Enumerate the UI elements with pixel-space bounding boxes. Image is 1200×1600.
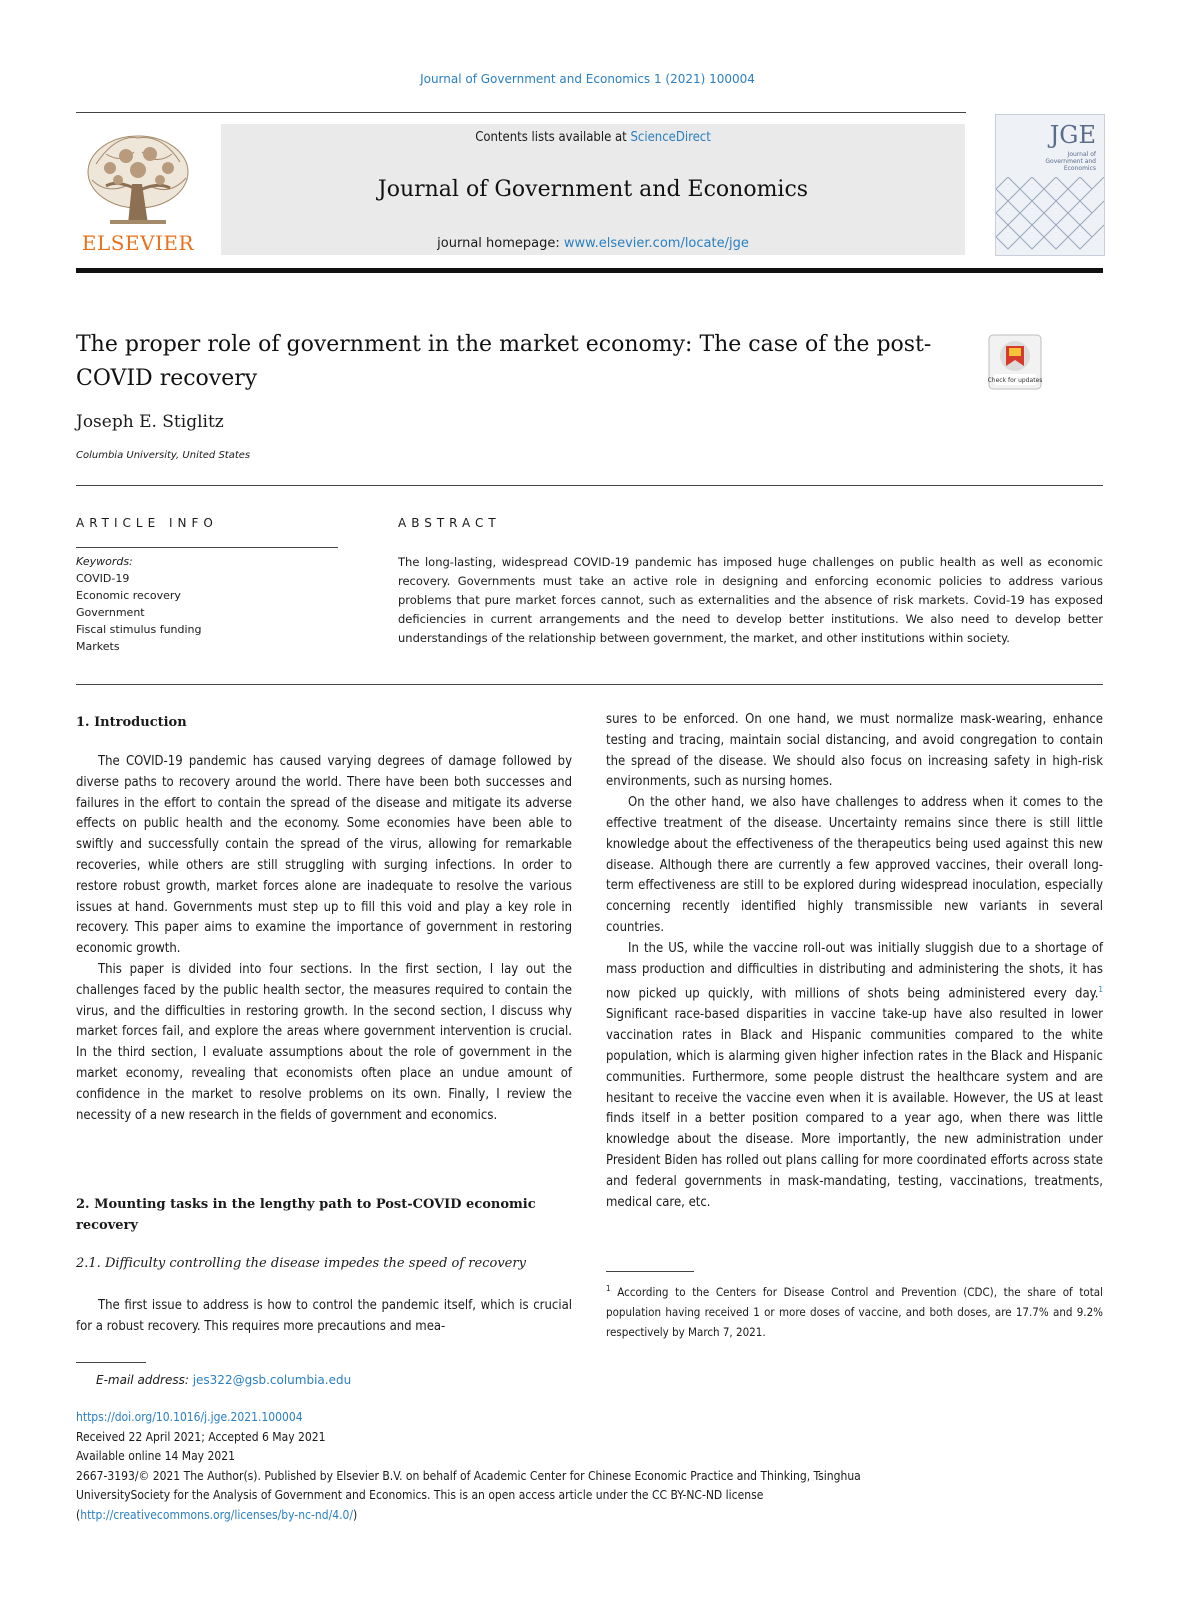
info-rule-bottom (76, 684, 1103, 685)
email-label: E-mail address: (96, 1373, 193, 1387)
section-2-heading: 2. Mounting tasks in the lengthy path to Post-COVID economic recovery (76, 1197, 536, 1233)
section-1-heading: 1. Introduction (76, 715, 187, 730)
abstract-heading: ABSTRACT (398, 516, 501, 530)
available-online: Available online 14 May 2021 (76, 1449, 235, 1463)
abstract-text: The long-lasting, widespread COVID-19 pandemic has imposed huge challenges on public health as well as economic recovery. Governments must take an active role in designing and enforcing economic policies to address various problems that pure market forces cannot, such as externalities and the absence of risk markets. Covid-19 has exposed deficiencies in current arrangements and the need to develop better institutions. We also need to develop better understandings of the relationship between government, the market, and other institutions within society. (398, 555, 1103, 645)
article-title: The proper role of government in the market economy: The case of the post-COVID recovery (76, 332, 932, 391)
paragraph: The COVID-19 pandemic has caused varying degrees of damage followed by diverse paths to recovery around the world. There have been both successes and failures in the effort to contain the spread of the disease and mitigate its adverse effects on public health and the economy. Some economies have been able to swiftly and successfully contain the spread of the virus, allowing for remarkable recoveries, while others are still struggling with surging infections. In order to restore robust growth, market forces alone are inadequate to resolve the various issues at hand. Governments must step up to fill this void and play a key role in recovery. This paper aims to examine the importance of government in restoring economic growth. (76, 754, 572, 957)
contents-line (221, 130, 965, 145)
right-column-body (606, 710, 1103, 1213)
email-link[interactable]: jes322@gsb.columbia.edu (192, 1373, 352, 1387)
footnote-ref[interactable]: 1 (1098, 985, 1103, 995)
paragraph: This paper is divided into four sections. In the first section, I lay out the challenges faced by the public health sector, the measures required to contain the virus, and the difficulties in restoring growth. In the second section, I discuss why market forces fail, and explore the areas where government intervention is crucial. In the third section, I evaluate assumptions about the role of government in the market economy, revealing that economists often place an undue amount of confidence in the market to resolve problems on its own. Finally, I review the necessity of a new research in the fields of government and economics. (76, 961, 572, 1123)
paragraph: sures to be enforced. On one hand, we must normalize mask-wearing, enhance testing and tracing, maintain social distancing, and avoid congregation to contain the spread of the disease. We should also focus on increasing safety in high-risk environments, such as nursing homes. (606, 712, 1103, 790)
contents-prefix: Contents lists available at (475, 130, 631, 145)
paragraph: The first issue to address is how to control the pandemic itself, which is crucial for a robust recovery. This requires more precautions and mea- (76, 1298, 572, 1334)
footnote-marker: 1 (606, 1284, 611, 1293)
received-dates: Received 22 April 2021; Accepted 6 May 2021 (76, 1429, 326, 1444)
keyword: Fiscal stimulus funding (76, 623, 202, 636)
author-name[interactable]: Joseph E. Stiglitz (76, 412, 224, 432)
author-affiliation: Columbia University, United States (76, 450, 251, 461)
crossmark-icon (988, 334, 1042, 390)
license-link[interactable]: http://creativecommons.org/licenses/by-nc-nd/4.0/ (80, 1507, 354, 1522)
keyword: Government (76, 606, 145, 619)
article-info-rule (76, 547, 338, 548)
section-2-1-body-left (76, 1296, 572, 1338)
info-rule-top (76, 485, 1103, 486)
cover-acronym: JGE (1049, 121, 1096, 149)
elsevier-wordmark: ELSEVIER (81, 231, 195, 255)
paragraph-text: In the US, while the vaccine roll-out was initially sluggish due to a shortage of mass production and difficulties in distributing and administering the shots, it has now picked up quickly, with millions of shots being administered every day. (606, 940, 1103, 1002)
license-line-1: 2667-3193/© 2021 The Author(s). Published by Elsevier B.V. on behalf of Academic Center for Chinese Economic Practice and Thinking, Tsinghua (76, 1468, 861, 1483)
keyword: Economic recovery (76, 589, 181, 602)
keyword: Markets (76, 640, 120, 653)
correspondence-rule (76, 1362, 146, 1363)
sciencedirect-link[interactable]: ScienceDirect (630, 130, 711, 145)
license-paren-open: ( (76, 1507, 81, 1522)
license-paren-close: ) (353, 1507, 358, 1522)
paragraph: On the other hand, we also have challenges to address when it comes to the effective treatment of the disease. Uncertainty remains since there is still little knowledge about the effectiveness of the therapeutics being used against this new disease. Although there are currently a few approved vaccines, their overall long-term effectiveness are still to be explored during widespread inoculation, especially concerning recently identified highly transmissible new variants in several countries. (606, 795, 1103, 935)
subsection-2-1-heading: 2.1. Difficulty controlling the disease impedes the speed of recovery (76, 1256, 526, 1271)
paragraph (606, 939, 1103, 1214)
banner-thick-rule (76, 268, 1103, 273)
header-rule (76, 112, 966, 113)
homepage-line (221, 236, 965, 251)
email-line (96, 1373, 351, 1387)
crossmark-label: Check for updates (988, 377, 1042, 384)
crossmark-badge[interactable] (988, 334, 1042, 390)
keywords-label: Keywords: (76, 555, 133, 568)
running-head[interactable]: Journal of Government and Economics 1 (2021) 100004 (420, 72, 755, 86)
publication-info (76, 1408, 1103, 1525)
section-1-body (76, 752, 572, 1126)
journal-homepage-link[interactable]: www.elsevier.com/locate/jge (563, 236, 749, 251)
paragraph-text: Significant race-based disparities in vaccine take-up have also resulted in lower vaccination rates in Black and Hispanic communities compared to the white population, which is alarming given higher infection rates in the Black and Hispanic communities. Furthermore, some people distrust the healthcare system and are hesitant to receive the vaccine even when it is available. However, the US at least finds itself in a better position compared to a year ago, when there was little knowledge about the disease. More importantly, the new administration under President Biden has rolled out plans calling for more coordinated efforts across state and federal governments in mask-mandating, testing, vaccinations, treatments, medical care, etc. (606, 1007, 1103, 1210)
footnote-rule (606, 1271, 694, 1272)
footnote (606, 1279, 1103, 1342)
journal-title: Journal of Government and Economics (377, 177, 809, 202)
cover-subtitle: Journal of Government and Economics (1045, 151, 1096, 172)
doi-link[interactable]: https://doi.org/10.1016/j.jge.2021.100004 (76, 1410, 303, 1424)
journal-cover-thumbnail[interactable] (995, 114, 1105, 256)
cover-pattern (996, 177, 1104, 255)
license-line-2: UniversitySociety for the Analysis of Government and Economics. This is an open access article under the CC BY-NC-ND license (76, 1488, 764, 1502)
homepage-prefix: journal homepage: (437, 236, 564, 251)
article-info-heading: ARTICLE INFO (76, 516, 218, 530)
keyword: COVID-19 (76, 572, 130, 585)
footnote-text: According to the Centers for Disease Control and Prevention (CDC), the share of total population having received 1 or more doses of vaccine, and both doses, are 17.7% and 9.2% respectively by March 7, 2021. (606, 1284, 1103, 1339)
keywords-list (76, 553, 202, 655)
